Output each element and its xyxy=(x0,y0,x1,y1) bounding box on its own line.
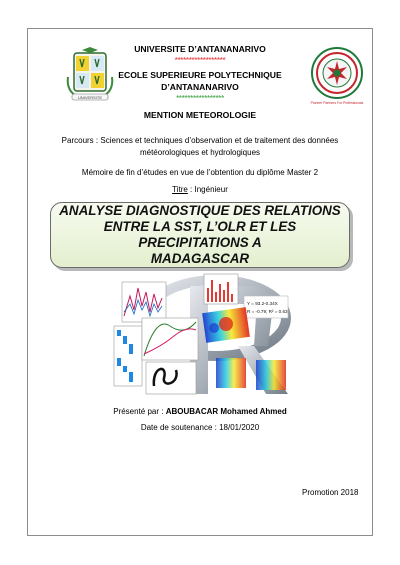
regression-equation: Y = 93.2-0.34X xyxy=(247,301,278,306)
research-figure-collage xyxy=(104,266,296,398)
green-stars-divider: ***************** xyxy=(176,94,224,103)
school-name-line1: ECOLE SUPERIEURE POLYTECHNIQUE xyxy=(118,70,282,80)
seal-caption: Pioneer Partners For Professionals xyxy=(310,101,364,105)
titre-label: Titre xyxy=(172,185,188,194)
university-name: UNIVERSITE D’ANTANANARIVO xyxy=(134,44,266,54)
titre-line xyxy=(0,185,400,194)
school-name-line2: D’ANTANANARIVO xyxy=(161,82,239,92)
presented-label: Présenté par : xyxy=(113,407,166,416)
parcours-line2: météorologiques et hydrologiques xyxy=(139,148,261,157)
svg-text:UNIVERSITE: UNIVERSITE xyxy=(77,95,103,100)
promotion-year: Promotion 2018 xyxy=(302,488,359,497)
thesis-title xyxy=(59,203,341,267)
regression-stats: R = -0.79; R² = 0.63 xyxy=(247,309,288,314)
titre-value: : Ingénieur xyxy=(187,185,228,194)
thesis-title-line1: ANALYSE DIAGNOSTIQUE DES RELATIONS xyxy=(59,203,341,218)
parcours-label: Parcours : xyxy=(61,136,99,145)
defense-date: Date de soutenance : 18/01/2020 xyxy=(140,423,260,432)
thesis-title-line3: MADAGASCAR xyxy=(150,251,250,266)
author-name: ABOUBACAR Mohamed Ahmed xyxy=(165,407,287,416)
parcours-line1 xyxy=(0,136,400,145)
memoire-statement: Mémoire de fin d’études en vue de l’obtention du diplôme Master 2 xyxy=(81,168,319,177)
parcours-text-1: Sciences et techniques d’observation et de traitement des données xyxy=(100,136,339,145)
red-stars-divider: ****************** xyxy=(174,56,226,65)
thesis-title-line2: ENTRE LA SST, L’OLR ET LES PRECIPITATIONS A xyxy=(103,219,297,250)
thesis-title-box xyxy=(50,202,350,268)
presented-by-line xyxy=(0,407,400,416)
department-name: MENTION METEOROLOGIE xyxy=(143,110,257,120)
